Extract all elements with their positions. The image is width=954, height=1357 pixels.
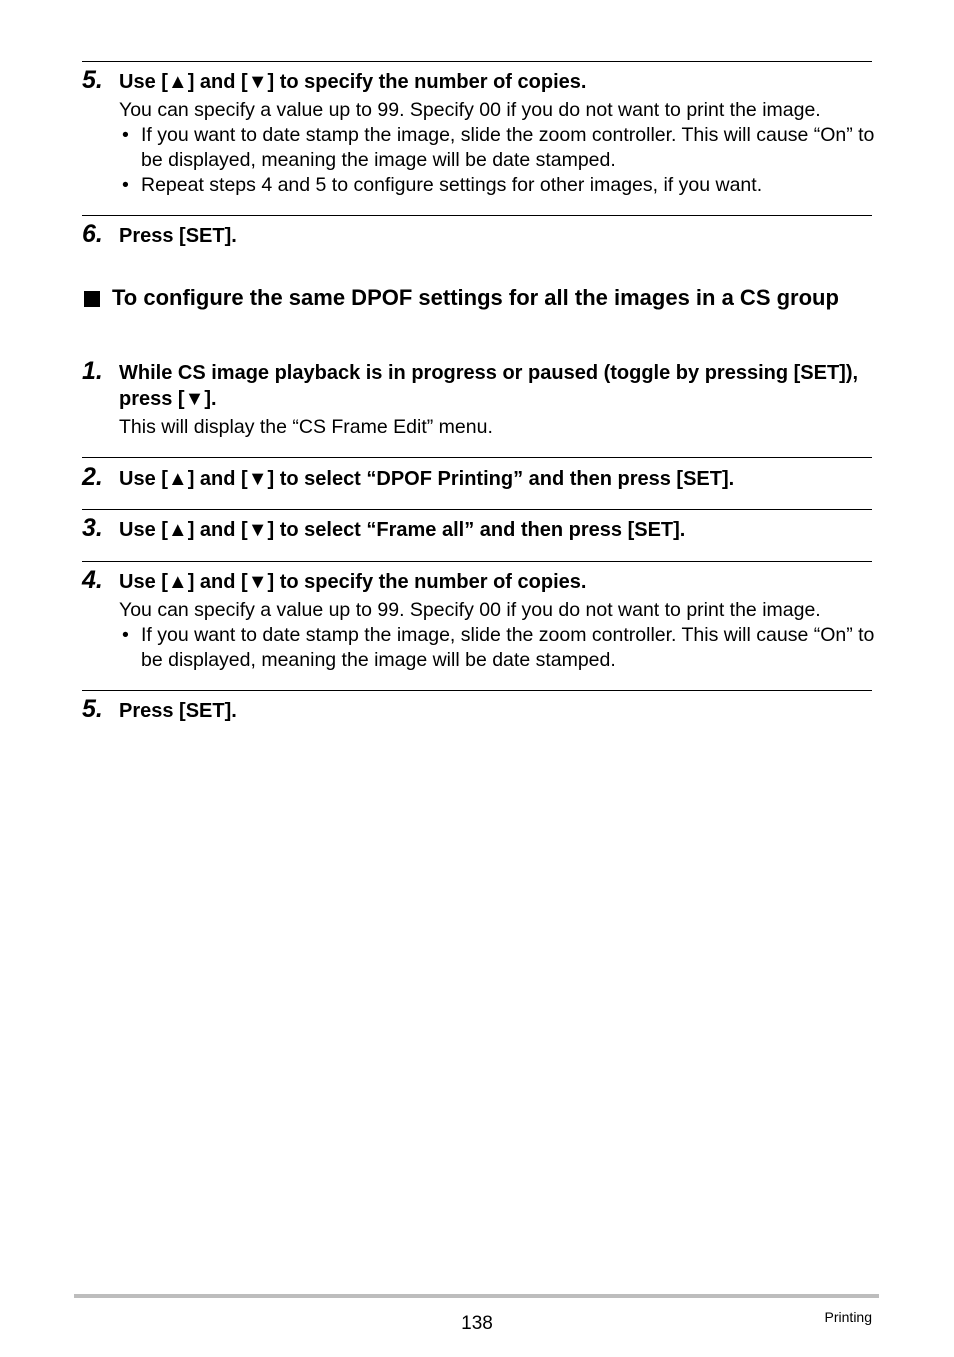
section-heading bbox=[84, 284, 844, 311]
step-number: 4. bbox=[82, 566, 103, 594]
bullet-item bbox=[122, 173, 882, 198]
divider bbox=[82, 215, 872, 216]
step-body: You can specify a value up to 99. Specify 00 if you do not want to print the image. bbox=[119, 599, 821, 621]
step-title: Press [SET]. bbox=[119, 225, 237, 247]
step-title: Use [▲] and [▼] to select “Frame all” and then press [SET]. bbox=[119, 519, 686, 541]
bullet-glyph: • bbox=[122, 174, 129, 196]
bullet-item bbox=[122, 123, 882, 173]
footer-rule bbox=[74, 1294, 879, 1298]
step-number: 5. bbox=[82, 695, 103, 723]
step-title: While CS image playback is in progress or paused (toggle by pressing [SET]), press [▼]. bbox=[119, 362, 859, 410]
bullet-text: If you want to date stamp the image, slide the zoom controller. This will cause “On” to be displayed, meaning the image will be date stamped. bbox=[141, 124, 875, 171]
step-number: 6. bbox=[82, 220, 103, 248]
divider bbox=[82, 457, 872, 458]
divider bbox=[82, 61, 872, 62]
bullet-glyph: • bbox=[122, 124, 129, 146]
step-title: Use [▲] and [▼] to select “DPOF Printing” and then press [SET]. bbox=[119, 468, 735, 490]
step-title: Use [▲] and [▼] to specify the number of copies. bbox=[119, 571, 587, 593]
step-number: 3. bbox=[82, 514, 103, 542]
bullet-text: Repeat steps 4 and 5 to configure settings for other images, if you want. bbox=[141, 174, 763, 196]
step-number: 2. bbox=[82, 463, 103, 491]
bullet-item bbox=[122, 623, 882, 673]
divider bbox=[82, 690, 872, 691]
divider bbox=[82, 509, 872, 510]
divider bbox=[82, 561, 872, 562]
step-number: 5. bbox=[82, 66, 103, 94]
page-number: 138 bbox=[461, 1313, 493, 1334]
step-title: Press [SET]. bbox=[119, 700, 237, 722]
bullet-text: If you want to date stamp the image, slide the zoom controller. This will cause “On” to be displayed, meaning the image will be date stamped. bbox=[141, 624, 875, 671]
step-title: Use [▲] and [▼] to specify the number of copies. bbox=[119, 71, 587, 93]
section-label: Printing bbox=[824, 1309, 872, 1325]
square-bullet-icon bbox=[84, 291, 100, 307]
section-heading-text: To configure the same DPOF settings for all the images in a CS group bbox=[112, 285, 839, 310]
step-body: You can specify a value up to 99. Specify 00 if you do not want to print the image. bbox=[119, 99, 821, 121]
step-number: 1. bbox=[82, 357, 103, 385]
step-body: This will display the “CS Frame Edit” menu. bbox=[119, 416, 493, 438]
bullet-glyph: • bbox=[122, 624, 129, 646]
